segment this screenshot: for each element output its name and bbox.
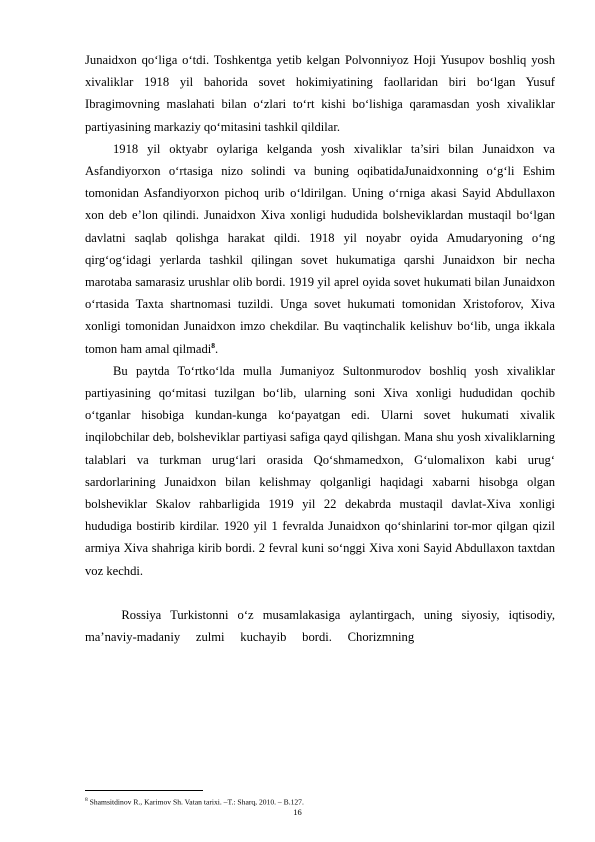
paragraph-1-text: Junaidxon qo‘liga o‘tdi. Toshkentga yetib kelgan Polvonniyoz Hoji Yusupov boshliq yosh xivaliklar 1918 yil bahorida sovet hokimiyatining faollaridan biri bo‘lgan Yusuf Ibragimovning maslahati bilan o‘zlari to‘rt kishi bo‘lishiga qaramasdan yosh xivaliklar partiyasining markaziy qo‘mitasini tashkil qildilar.	[85, 53, 555, 134]
paragraph-1	[85, 49, 555, 138]
paragraph-2-end: .	[215, 341, 219, 356]
footnote-text: Shamsitdinov R., Karimov Sh. Vatan tarixi. –T.: Sharq, 2010. – B.127.	[87, 797, 304, 807]
footnote-divider	[85, 790, 203, 791]
paragraph-4	[85, 582, 574, 671]
page-number: 16	[293, 807, 302, 817]
paragraph-2-text: 1918 yil oktyabr oylariga kelganda yosh xivaliklar ta’siri bilan Junaidxon va Asfandiyorxon o‘rtasiga nizo solindi va buning oqibatidaJunaidxonning o‘g‘li Eshim tomonidan Asfandiyorxon pichoq urib o‘ldirilgan. Uning o‘rniga akasi Sayid Abdullaxon xon deb e’lon qilindi. Junaidxon Xiva xonligi hududida bolsheviklardan mustaqil bo‘lgan davlatni saqlab qolishga harakat qildi. 1918 yil noyabr oyida Amudaryoning o‘ng qirg‘og‘idagi yerlarda tashkil qilingan sovet hukumatiga qarshi Junaidxon bir necha marotaba samarasiz urushlar olib bordi. 1919 yil aprel oyida sovet hukumati bilan Junaidxon o‘rtasida Taxta shartnomasi tuzildi. Unga sovet hukumati tomonidan Xristoforov, Xiva xonligi tomonidan Junaidxon imzo chekdilar. Bu vaqtinchalik kelishuv bo‘lib, unga ikkala tomon ham amal qilmadi	[85, 141, 555, 356]
footnote-reference[interactable]: 8	[211, 340, 216, 350]
main-text	[85, 49, 574, 671]
paragraph-3-text: Bu paytda To‘rtko‘lda mulla Jumaniyoz Sultonmurodov boshliq yosh xivaliklar partiyasining qo‘mitasi tuzilgan bo‘lib, ularning soni Xiva xonligi hududidan qochib o‘tganlar hisobiga kundan-kunga ko‘payatgan edi. Ularni sovet hukumati xivalik inqilobchilar deb, bolsheviklar partiyasi safiga qayd qilishgan. Mana shu yosh xivaliklarning talablari va turkman urug‘lari orasida Qo‘shmamedxon, G‘ulomalixon kabi urug‘ sardorlarining Junaidxon bilan kelishmay qolganligi haqidagi xabarni hisobga olgan bolsheviklar Skalov rahbarligida 1919 yil 22 dekabrda mustaqil davlat-Xiva xonligi hududiga bostirib kirdilar. 1920 yil 1 fevralda Junaidxon qo‘shinlarini tor-mor qilgan qizil armiya Xiva shahriga kirib bordi. 2 fevral kuni so‘nggi Xiva xoni Sayid Abdullaxon taxtdan voz kechdi.	[85, 363, 555, 578]
footnote-number: 8	[85, 797, 88, 803]
paragraph-4-text: Rossiya Turkistonni o‘z musamlakasiga aylantirgach, uning siyosiy, iqtisodiy, ma’naviy-madaniy zulmi kuchayib bordi. Chorizmning	[85, 608, 574, 645]
footnote	[85, 795, 555, 808]
paragraph-2	[85, 138, 555, 360]
paragraph-3	[85, 360, 555, 582]
